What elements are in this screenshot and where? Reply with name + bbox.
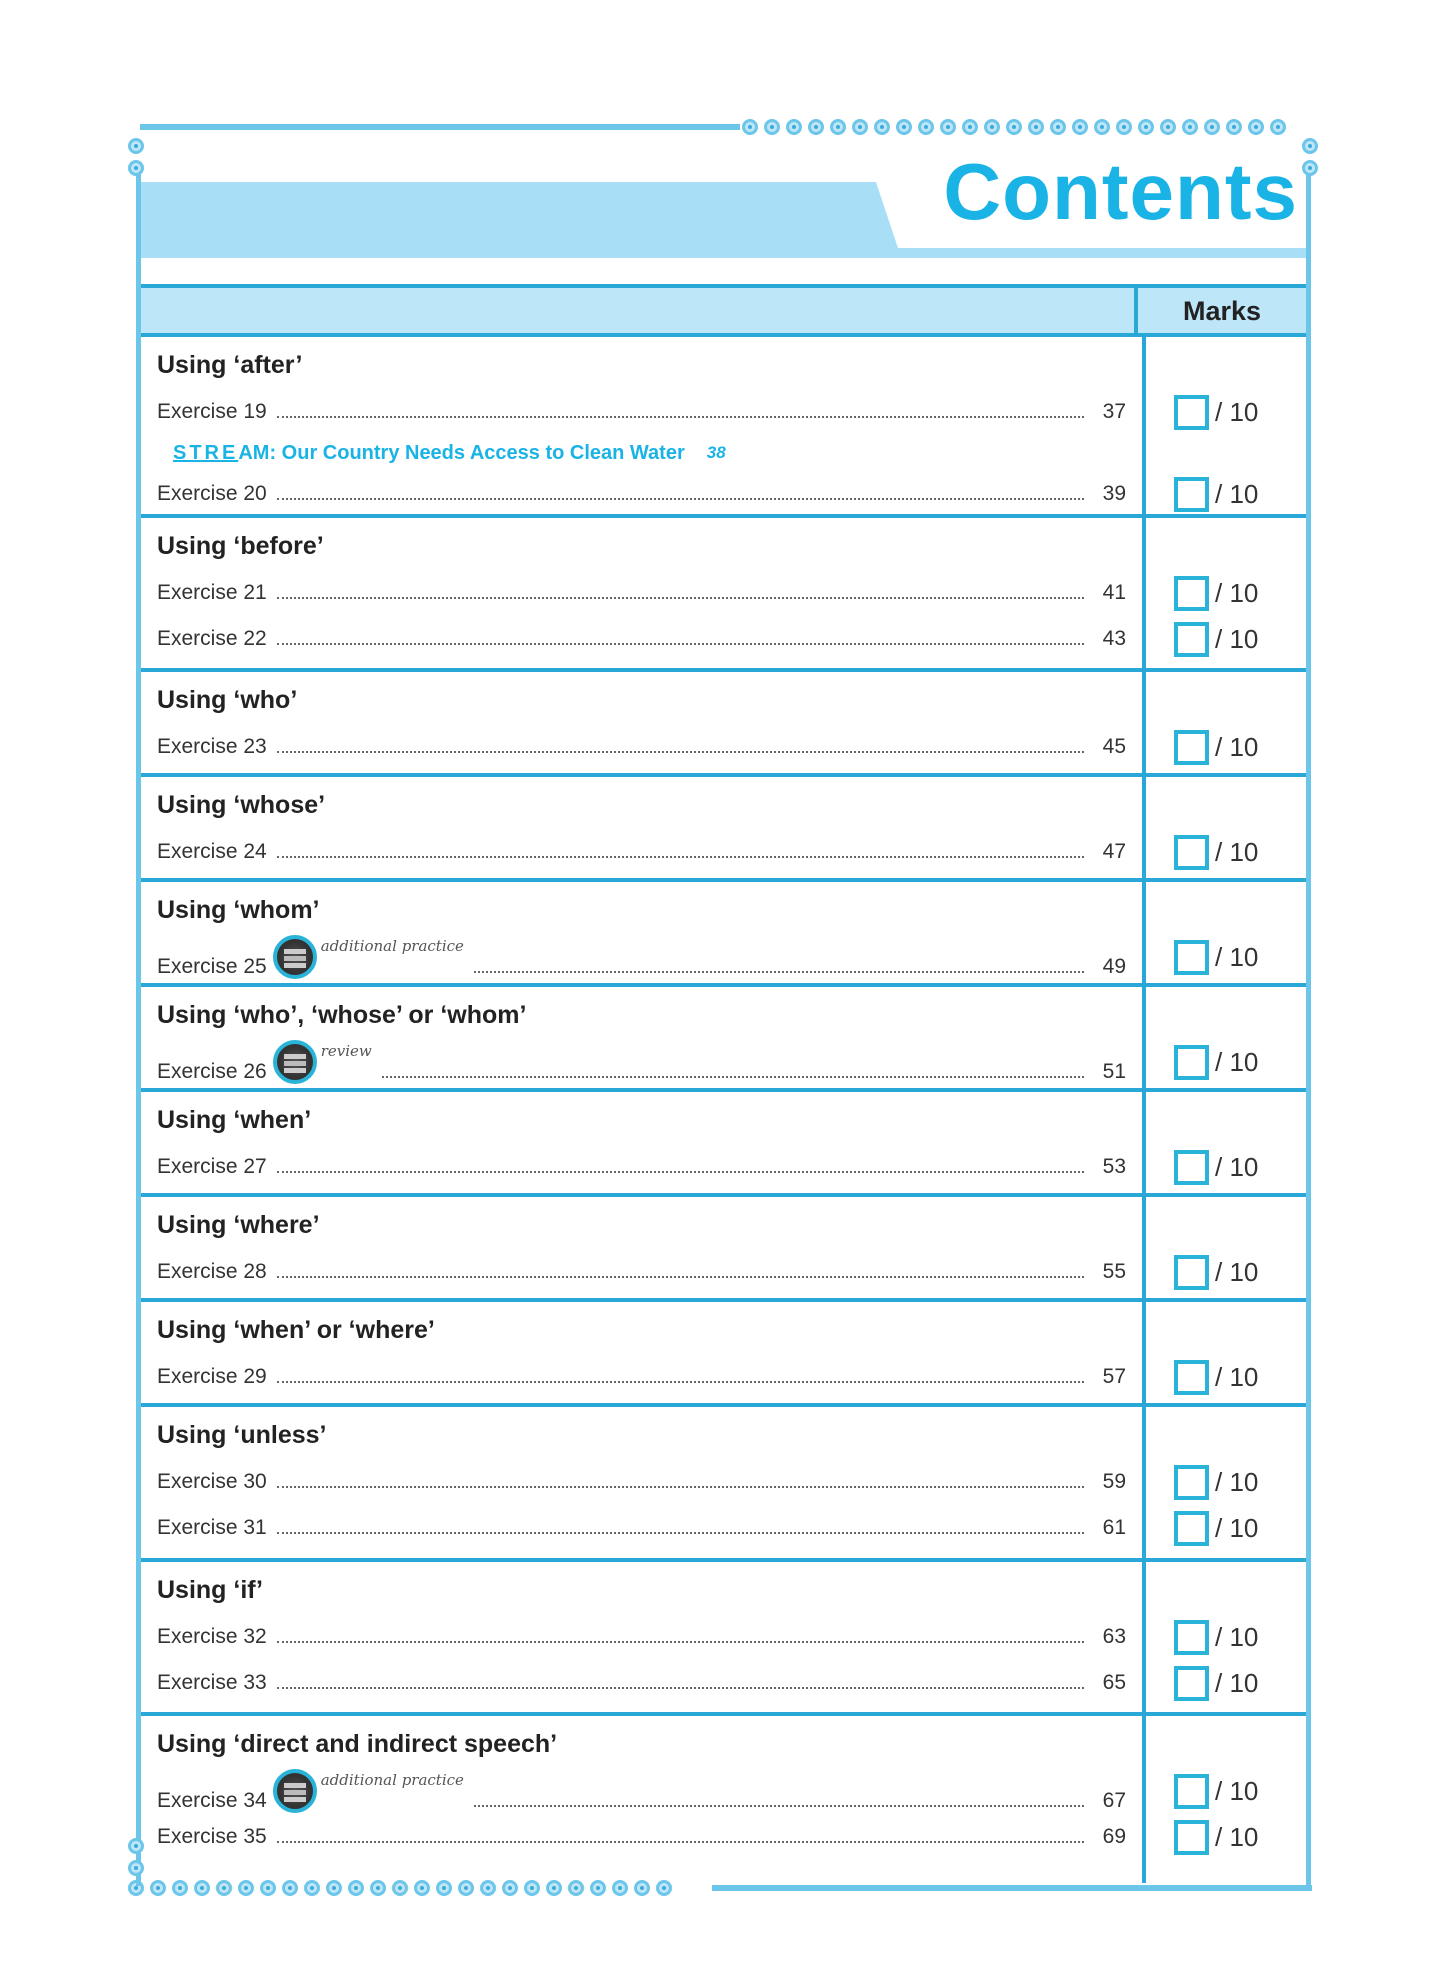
border-dot	[742, 119, 758, 135]
contents-section	[141, 672, 1306, 777]
exercise-label: Exercise 27	[157, 1155, 267, 1178]
dot-leader	[277, 751, 1084, 753]
marks-cell	[1174, 1774, 1258, 1809]
border-dot	[1226, 119, 1242, 135]
border-dot	[128, 1860, 144, 1876]
top-border-line	[140, 124, 740, 130]
page-number: 59	[1102, 1470, 1126, 1493]
marks-total: / 10	[1215, 1512, 1259, 1543]
exercise-row[interactable]	[141, 1144, 1306, 1190]
marks-input-box[interactable]	[1174, 1465, 1209, 1500]
dot-leader	[474, 1805, 1084, 1807]
page-number: 41	[1102, 581, 1126, 604]
contents-section	[141, 1407, 1306, 1562]
marks-input-box[interactable]	[1174, 835, 1209, 870]
border-dot	[1302, 160, 1318, 176]
dot-leader	[277, 856, 1084, 858]
contents-table	[141, 337, 1306, 1883]
marks-total: / 10	[1215, 1151, 1259, 1182]
exercise-note: review	[320, 1042, 372, 1060]
section-heading: Using ‘who’	[157, 686, 298, 714]
exercise-row[interactable]	[141, 389, 1306, 435]
page-number: 51	[1102, 1060, 1126, 1083]
border-dot	[1094, 119, 1110, 135]
section-heading: Using ‘whom’	[157, 896, 320, 924]
section-heading: Using ‘when’	[157, 1106, 312, 1134]
marks-total: / 10	[1215, 941, 1259, 972]
page-number: 47	[1102, 840, 1126, 863]
section-heading: Using ‘where’	[157, 1211, 320, 1239]
dot-leader	[277, 1841, 1084, 1843]
exercise-label: Exercise 30	[157, 1470, 267, 1493]
exercise-label: Exercise 25	[157, 955, 267, 978]
practice-badge-icon	[273, 1040, 317, 1084]
border-dot	[786, 119, 802, 135]
page-number: 63	[1102, 1625, 1126, 1648]
marks-cell	[1174, 730, 1258, 765]
marks-input-box[interactable]	[1174, 1774, 1209, 1809]
marks-input-box[interactable]	[1174, 730, 1209, 765]
border-dot	[874, 119, 890, 135]
border-dot	[896, 119, 912, 135]
marks-total: / 10	[1215, 478, 1259, 509]
contents-section	[141, 1716, 1306, 1883]
marks-total: / 10	[1215, 1046, 1259, 1077]
exercise-label: Exercise 20	[157, 482, 267, 505]
exercise-row[interactable]	[141, 570, 1306, 616]
border-dot	[128, 138, 144, 154]
marks-input-box[interactable]	[1174, 1666, 1209, 1701]
dot-leader	[474, 971, 1084, 973]
contents-section	[141, 777, 1306, 882]
contents-section	[141, 1302, 1306, 1407]
page-number: 39	[1102, 482, 1126, 505]
page-number: 49	[1102, 955, 1126, 978]
exercise-row[interactable]	[141, 1814, 1306, 1860]
marks-input-box[interactable]	[1174, 395, 1209, 430]
marks-total: / 10	[1215, 1667, 1259, 1698]
contents-section	[141, 1562, 1306, 1716]
marks-input-box[interactable]	[1174, 1820, 1209, 1855]
exercise-row[interactable]	[141, 1660, 1306, 1706]
border-dot	[918, 119, 934, 135]
border-dot	[1072, 119, 1088, 135]
dot-leader	[277, 1532, 1084, 1534]
exercise-label: Exercise 28	[157, 1260, 267, 1283]
exercise-label: Exercise 19	[157, 400, 267, 423]
border-dot	[1160, 119, 1176, 135]
section-heading: Using ‘if’	[157, 1576, 264, 1604]
border-dot	[1138, 119, 1154, 135]
marks-input-box[interactable]	[1174, 1620, 1209, 1655]
page-number: 55	[1102, 1260, 1126, 1283]
exercise-row[interactable]	[141, 1768, 1306, 1814]
dot-leader	[277, 643, 1084, 645]
border-dot	[1248, 119, 1264, 135]
contents-section	[141, 882, 1306, 987]
exercise-row[interactable]	[141, 1505, 1306, 1551]
contents-section	[141, 1092, 1306, 1197]
dot-leader	[277, 1687, 1084, 1689]
border-dot	[764, 119, 780, 135]
marks-input-box[interactable]	[1174, 576, 1209, 611]
page-number: 67	[1102, 1789, 1126, 1812]
exercise-label: Exercise 21	[157, 581, 267, 604]
exercise-label: Exercise 32	[157, 1625, 267, 1648]
marks-input-box[interactable]	[1174, 622, 1209, 657]
exercise-label: Exercise 29	[157, 1365, 267, 1388]
page-number: 57	[1102, 1365, 1126, 1388]
border-dot	[830, 119, 846, 135]
section-heading: Using ‘direct and indirect speech’	[157, 1730, 558, 1758]
marks-cell	[1174, 1820, 1258, 1855]
section-heading: Using ‘after’	[157, 351, 303, 379]
section-heading: Using ‘unless’	[157, 1421, 327, 1449]
page-number: 69	[1102, 1825, 1126, 1848]
exercise-row[interactable]	[141, 616, 1306, 662]
marks-cell	[1174, 940, 1258, 975]
marks-input-box[interactable]	[1174, 1150, 1209, 1185]
page-title: Contents	[943, 147, 1298, 236]
stream-title: AM: Our Country Needs Access to Clean Water	[238, 441, 685, 464]
page-number: 61	[1102, 1516, 1126, 1539]
marks-cell	[1174, 1620, 1258, 1655]
border-dot	[984, 119, 1000, 135]
dot-leader	[277, 1276, 1084, 1278]
contents-frame	[136, 147, 1311, 1886]
page-number: 53	[1102, 1155, 1126, 1178]
exercise-label: Exercise 26	[157, 1060, 267, 1083]
exercise-row[interactable]	[141, 1614, 1306, 1660]
border-dot	[1006, 119, 1022, 135]
border-dot	[808, 119, 824, 135]
border-dot	[962, 119, 978, 135]
border-dot	[128, 1838, 144, 1854]
exercise-row[interactable]	[141, 934, 1306, 980]
page-number: 37	[1102, 400, 1126, 423]
marks-input-box[interactable]	[1174, 1255, 1209, 1290]
exercise-row[interactable]	[141, 1249, 1306, 1295]
marks-total: / 10	[1215, 1256, 1259, 1287]
section-heading: Using ‘who’, ‘whose’ or ‘whom’	[157, 1001, 527, 1029]
exercise-row[interactable]	[141, 1354, 1306, 1400]
marks-input-box[interactable]	[1174, 1045, 1209, 1080]
marks-total: / 10	[1215, 836, 1259, 867]
dot-leader	[277, 1486, 1084, 1488]
contents-section	[141, 518, 1306, 672]
marks-cell	[1174, 622, 1258, 657]
marks-cell	[1174, 1511, 1258, 1546]
marks-cell	[1174, 1666, 1258, 1701]
border-dot	[1204, 119, 1220, 135]
exercise-note: additional practice	[320, 1771, 464, 1789]
border-dot	[1116, 119, 1132, 135]
dot-leader	[277, 1171, 1084, 1173]
stream-page: 38	[706, 443, 726, 462]
marks-cell	[1174, 477, 1258, 512]
dot-leader	[277, 416, 1084, 418]
marks-total: / 10	[1215, 1621, 1259, 1652]
top-dotted-border	[742, 119, 1286, 135]
marks-total: / 10	[1215, 623, 1259, 654]
page-number: 65	[1102, 1671, 1126, 1694]
page-number: 43	[1102, 627, 1126, 650]
marks-input-box[interactable]	[1174, 1511, 1209, 1546]
dot-leader	[277, 498, 1084, 500]
marks-cell	[1174, 835, 1258, 870]
dot-leader	[277, 597, 1084, 599]
border-dot	[940, 119, 956, 135]
practice-badge-icon	[273, 1769, 317, 1813]
border-dot	[1050, 119, 1066, 135]
exercise-note: additional practice	[320, 937, 464, 955]
page-number: 45	[1102, 735, 1126, 758]
marks-cell	[1174, 1045, 1258, 1080]
border-dot	[128, 160, 144, 176]
marks-total: / 10	[1215, 396, 1259, 427]
marks-column-header: Marks	[1134, 288, 1306, 333]
stream-prefix: STRE	[173, 441, 239, 464]
exercise-label: Exercise 22	[157, 627, 267, 650]
exercise-label: Exercise 33	[157, 1671, 267, 1694]
dot-leader	[277, 1641, 1084, 1643]
border-dot	[1028, 119, 1044, 135]
marks-input-box[interactable]	[1174, 1360, 1209, 1395]
exercise-row[interactable]	[141, 724, 1306, 770]
dot-leader	[382, 1076, 1084, 1078]
section-heading: Using ‘when’ or ‘where’	[157, 1316, 435, 1344]
exercise-label: Exercise 35	[157, 1825, 267, 1848]
marks-cell	[1174, 576, 1258, 611]
stream-link[interactable]	[141, 435, 1306, 471]
practice-badge-icon	[273, 935, 317, 979]
exercise-label: Exercise 24	[157, 840, 267, 863]
border-dot	[852, 119, 868, 135]
exercise-label: Exercise 34	[157, 1789, 267, 1812]
contents-section	[141, 1197, 1306, 1302]
section-heading: Using ‘whose’	[157, 791, 326, 819]
marks-total: / 10	[1215, 577, 1259, 608]
marks-input-box[interactable]	[1174, 477, 1209, 512]
marks-cell	[1174, 1465, 1258, 1500]
contents-section	[141, 337, 1306, 518]
exercise-label: Exercise 31	[157, 1516, 267, 1539]
contents-section	[141, 987, 1306, 1092]
marks-total: / 10	[1215, 1361, 1259, 1392]
exercise-row[interactable]	[141, 1459, 1306, 1505]
table-header	[141, 284, 1306, 337]
border-dot	[1182, 119, 1198, 135]
marks-total: / 10	[1215, 1466, 1259, 1497]
marks-total: / 10	[1215, 1821, 1259, 1852]
marks-input-box[interactable]	[1174, 940, 1209, 975]
border-dot	[1302, 138, 1318, 154]
marks-cell	[1174, 1360, 1258, 1395]
marks-total: / 10	[1215, 1775, 1259, 1806]
marks-total: / 10	[1215, 731, 1259, 762]
exercise-row[interactable]	[141, 1039, 1306, 1085]
marks-cell	[1174, 395, 1258, 430]
exercise-row[interactable]	[141, 471, 1306, 517]
border-dot	[1270, 119, 1286, 135]
section-heading: Using ‘before’	[157, 532, 324, 560]
exercise-row[interactable]	[141, 829, 1306, 875]
dot-leader	[277, 1381, 1084, 1383]
marks-cell	[1174, 1150, 1258, 1185]
exercise-label: Exercise 23	[157, 735, 267, 758]
marks-cell	[1174, 1255, 1258, 1290]
